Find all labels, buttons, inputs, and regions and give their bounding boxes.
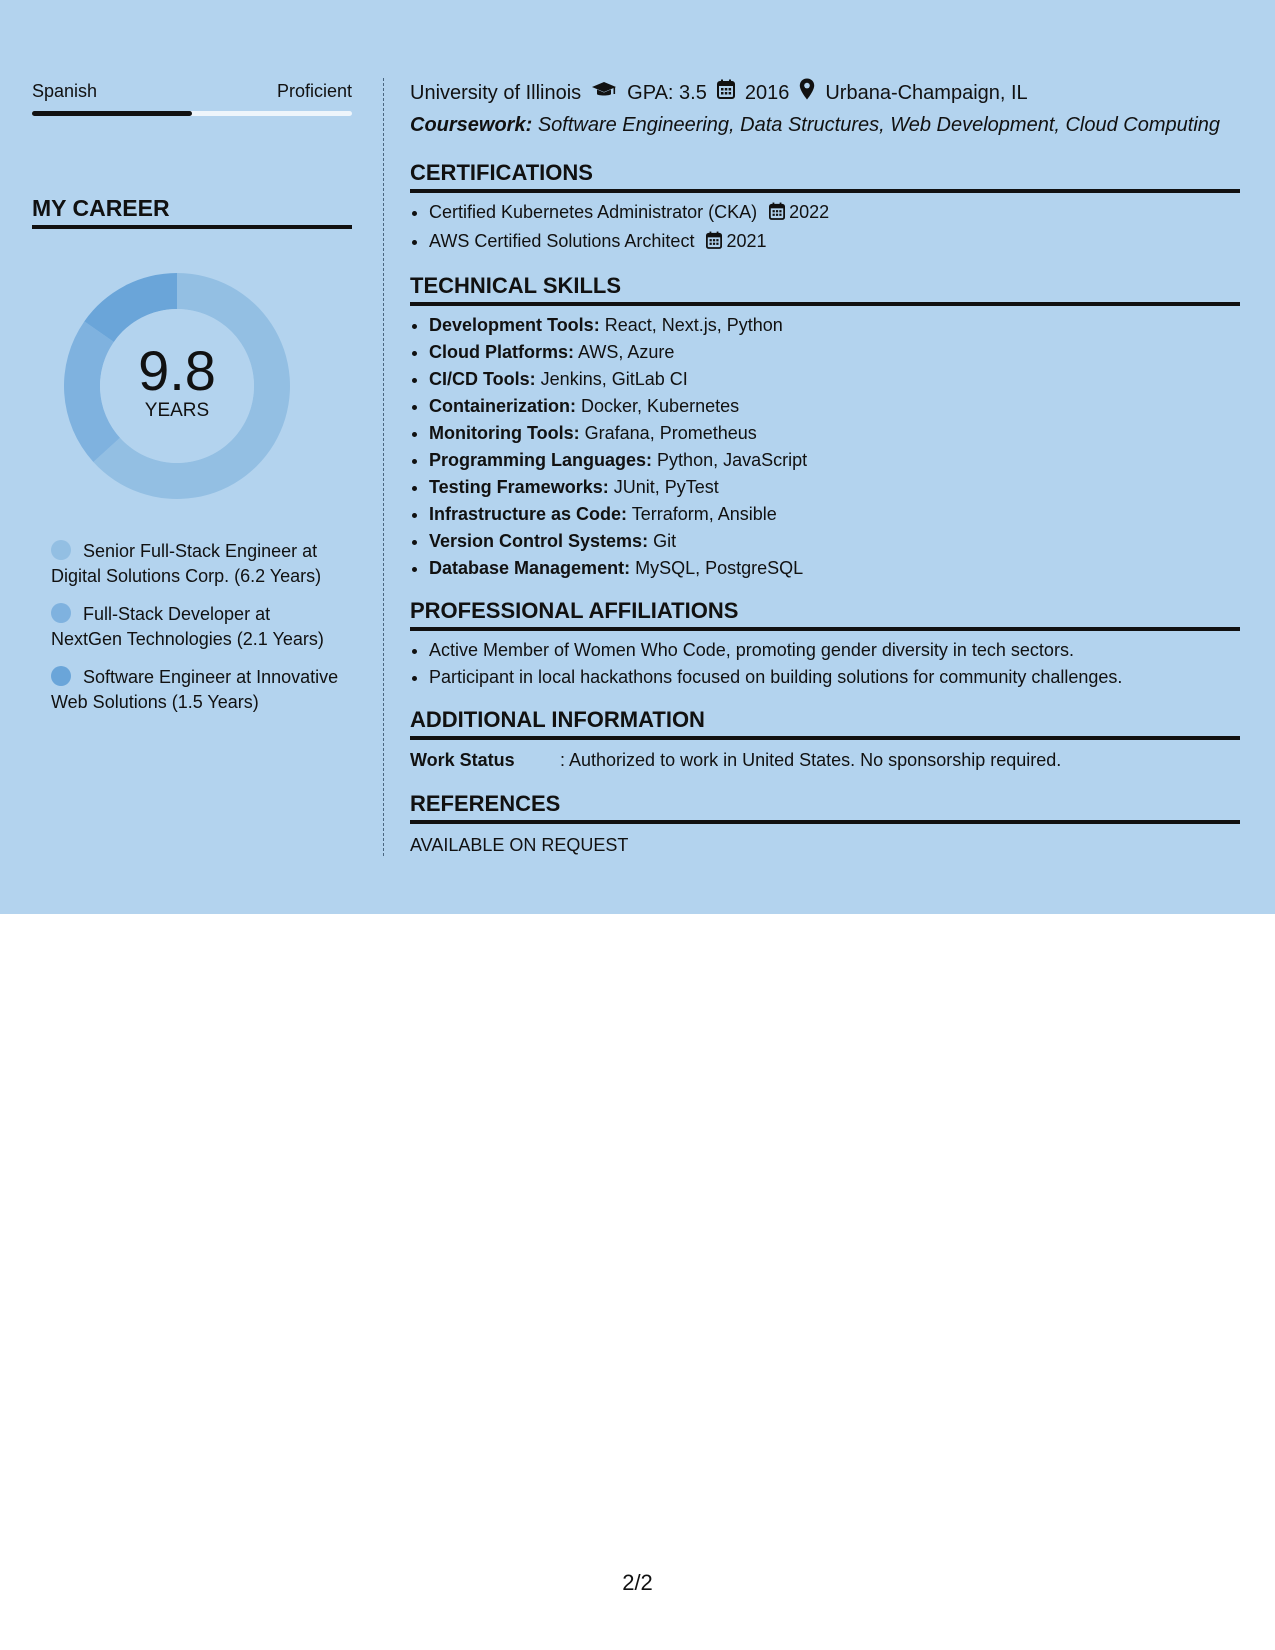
coursework-list: Software Engineering, Data Structures, Web Development, Cloud Computing <box>537 114 1221 136</box>
list-item <box>429 312 1240 339</box>
calendar-icon <box>769 201 785 228</box>
additional-info-title: ADDITIONAL INFORMATION <box>410 707 1240 740</box>
calendar-icon <box>706 230 722 257</box>
skill-label: CI/CD Tools: <box>429 369 536 389</box>
work-status-label: Work Status <box>410 750 515 770</box>
legend-dot <box>51 603 71 623</box>
career-item <box>51 539 341 588</box>
skill-value: Terraform, Ansible <box>631 504 777 524</box>
school-name: University of Illinois <box>410 82 582 104</box>
skills-list <box>410 312 1240 582</box>
skill-value: Jenkins, GitLab CI <box>540 369 688 389</box>
affiliations-title: PROFESSIONAL AFFILIATIONS <box>410 598 1240 631</box>
language-row <box>32 80 352 102</box>
skill-label: Containerization: <box>429 396 576 416</box>
career-item-text: Senior Full-Stack Engineer at Digital Solutions Corp. (6.2 Years) <box>51 541 322 586</box>
list-item: • Active Member of Women Who Code, promoting gender diversity in tech sectors. <box>429 637 1240 664</box>
career-donut-chart <box>62 271 292 501</box>
skill-value: JUnit, PyTest <box>613 477 719 497</box>
list-item <box>429 339 1240 366</box>
education-line <box>410 78 1240 108</box>
skill-value: Git <box>653 531 677 551</box>
language-proficiency-bar <box>32 111 352 116</box>
list-item <box>429 199 1240 228</box>
column-divider <box>383 78 384 856</box>
list-item <box>429 501 1240 528</box>
donut-center <box>62 271 292 501</box>
list-item: • Participant in local hackathons focused on building solutions for community challenges. <box>429 664 1240 691</box>
left-column <box>32 80 352 728</box>
legend-dot <box>51 540 71 560</box>
graduation-cap-icon <box>591 79 617 107</box>
certification-name: AWS Certified Solutions Architect <box>429 231 695 251</box>
certification-name: Certified Kubernetes Administrator (CKA) <box>429 202 758 222</box>
references-title: REFERENCES <box>410 791 1240 824</box>
certifications-list <box>410 199 1240 257</box>
coursework-label: Coursework: <box>410 114 533 136</box>
career-item-text: Software Engineer at Innovative Web Solutions (1.5 Years) <box>51 667 339 712</box>
career-item-text: Full-Stack Developer at NextGen Technologies (2.1 Years) <box>51 604 324 649</box>
list-item <box>429 555 1240 582</box>
list-item <box>429 420 1240 447</box>
career-item <box>51 665 341 714</box>
list-item <box>429 393 1240 420</box>
career-legend <box>32 539 341 714</box>
list-item <box>429 228 1240 257</box>
skill-label: Programming Languages: <box>429 450 653 470</box>
skill-label: Database Management: <box>429 558 631 578</box>
career-item <box>51 602 341 651</box>
skill-value: Python, JavaScript <box>657 450 808 470</box>
skill-label: Testing Frameworks: <box>429 477 609 497</box>
list-item <box>429 366 1240 393</box>
gpa: GPA: 3.5 <box>627 82 707 104</box>
work-status-value: : Authorized to work in United States. No sponsorship required. <box>560 750 1062 770</box>
list-item <box>429 474 1240 501</box>
career-total-unit: YEARS <box>144 400 210 421</box>
career-total-years: 9.8 <box>138 339 216 402</box>
calendar-icon <box>717 79 735 107</box>
skill-label: Development Tools: <box>429 315 600 335</box>
legend-dot <box>51 666 71 686</box>
work-status-row <box>410 747 1240 773</box>
language-proficiency-fill <box>32 111 192 116</box>
list-item <box>429 528 1240 555</box>
skill-value: Docker, Kubernetes <box>581 396 740 416</box>
language-name: Spanish <box>32 81 98 101</box>
language-level: Proficient <box>276 81 352 101</box>
certification-year: 2022 <box>789 202 830 222</box>
school-location: Urbana-Champaign, IL <box>825 82 1028 104</box>
skill-value: MySQL, PostgreSQL <box>635 558 804 578</box>
skill-value: React, Next.js, Python <box>604 315 783 335</box>
references-text: AVAILABLE ON REQUEST <box>410 835 629 855</box>
career-heading: MY CAREER <box>32 194 352 229</box>
affiliations-list <box>410 637 1240 691</box>
map-pin-icon <box>799 78 815 108</box>
certification-year: 2021 <box>726 231 767 251</box>
graduation-year: 2016 <box>744 82 790 104</box>
certifications-title: CERTIFICATIONS <box>410 160 1240 193</box>
right-column <box>410 78 1240 857</box>
skills-title: TECHNICAL SKILLS <box>410 273 1240 306</box>
coursework-line <box>410 111 1240 139</box>
list-item <box>429 447 1240 474</box>
page-number: 2/2 <box>622 1570 653 1595</box>
skill-label: Infrastructure as Code: <box>429 504 628 524</box>
skill-label: Version Control Systems: <box>429 531 649 551</box>
skill-value: AWS, Azure <box>578 342 675 362</box>
skill-value: Grafana, Prometheus <box>584 423 757 443</box>
skill-label: Cloud Platforms: <box>429 342 575 362</box>
skill-label: Monitoring Tools: <box>429 423 580 443</box>
